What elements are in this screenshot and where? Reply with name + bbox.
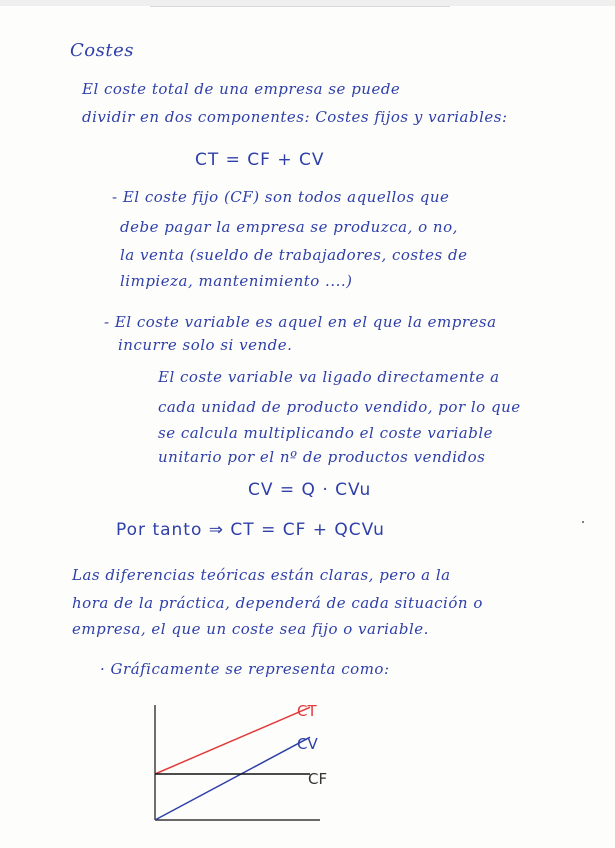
- variable-cost-line-2: incurre solo si vende.: [118, 336, 293, 354]
- differences-line-1: Las diferencias teóricas están claras, pero a la: [72, 566, 451, 584]
- differences-line-3: empresa, el que un coste sea fijo o variable.: [72, 620, 429, 638]
- fixed-cost-line-1: - El coste fijo (CF) son todos aquellos que: [112, 188, 450, 206]
- differences-line-2: hora de la práctica, dependerá de cada situación o: [72, 594, 483, 612]
- formula-total-cost: CT = CF + CV: [195, 150, 325, 170]
- series-line-cv: [155, 737, 310, 820]
- cost-graph: [150, 700, 350, 825]
- variable-detail-line-3: se calcula multiplicando el coste variable: [158, 424, 494, 442]
- page-title: Costes: [70, 40, 134, 61]
- intro-line-1: El coste total de una empresa se puede: [82, 80, 401, 98]
- variable-detail-line-2: cada unidad de producto vendido, por lo que: [158, 398, 521, 416]
- fixed-cost-line-3: la venta (sueldo de trabajadores, costes de: [120, 246, 468, 264]
- intro-line-2: dividir en dos componentes: Costes fijos y variables:: [82, 108, 508, 126]
- conclusion-formula: Por tanto ⇒ CT = CF + QCVu: [116, 520, 385, 540]
- legend-ct: CT: [297, 702, 317, 720]
- legend-cv: CV: [297, 735, 318, 753]
- series-line-ct: [155, 707, 310, 774]
- page-top-line: [150, 6, 450, 7]
- stray-dot: [582, 521, 584, 523]
- fixed-cost-line-4: limpieza, mantenimiento ....): [120, 272, 353, 290]
- graph-intro: · Gráficamente se representa como:: [100, 660, 390, 678]
- variable-detail-line-1: El coste variable va ligado directamente a: [158, 368, 500, 386]
- formula-variable-cost: CV = Q · CVu: [248, 480, 372, 500]
- variable-cost-line-1: - El coste variable es aquel en el que la empresa: [104, 313, 497, 331]
- variable-detail-line-4: unitario por el nº de productos vendidos: [158, 448, 486, 466]
- fixed-cost-line-2: debe pagar la empresa se produzca, o no,: [120, 218, 458, 236]
- legend-cf: CF: [308, 770, 328, 788]
